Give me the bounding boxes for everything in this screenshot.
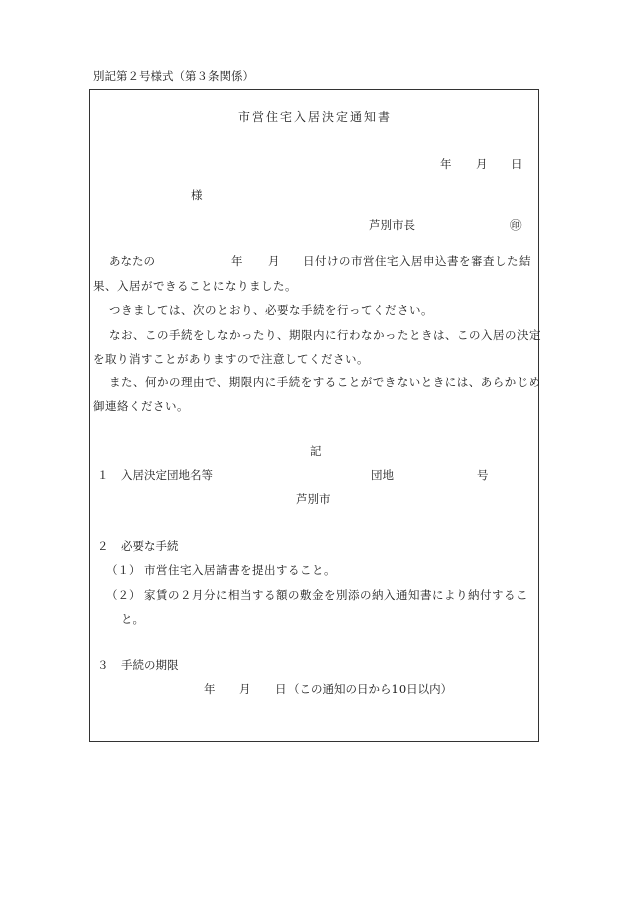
form-label: 別記第２号様式（第３条関係） [93, 69, 254, 83]
body-p1-month: 月 [268, 254, 280, 268]
section2-item2-number: （２） [106, 588, 141, 602]
section1-city: 芦別市 [296, 492, 331, 506]
addressee-suffix: 様 [191, 188, 203, 202]
section1-danchi: 団地 [371, 468, 394, 482]
ki-marker: 記 [310, 444, 322, 458]
body-p1-line2: 果、入居ができることになりました。 [93, 279, 297, 293]
document-title: 市営住宅入居決定通知書 [238, 110, 393, 124]
body-p1-year: 年 [231, 254, 243, 268]
body-p3-line2: を取り消すことがありますので注意してください。 [93, 352, 369, 366]
date-day: 日 [511, 157, 523, 171]
body-p3-line1: なお、この手続をしなかったり、期限内に行わなかったときは、この入居の決定 [109, 328, 541, 342]
body-p1-rest: 日付けの市営住宅入居申込書を審査した結 [303, 254, 531, 268]
section2-number: ２ [97, 539, 109, 553]
date-year: 年 [440, 157, 452, 171]
issuer-seal: ㊞ [510, 218, 522, 232]
section1-gou: 号 [477, 468, 489, 482]
section3-label: 手続の期限 [121, 658, 179, 672]
section2-item1-number: （１） [106, 563, 141, 577]
section3-day: 日 [275, 682, 287, 696]
section3-year: 年 [204, 682, 216, 696]
issuer-name: 芦別市長 [369, 218, 415, 232]
date-month: 月 [476, 157, 488, 171]
section3-note: （この通知の日から10日以内） [288, 682, 453, 696]
section2-item2-line2: と。 [121, 612, 144, 626]
section3-number: ３ [97, 658, 109, 672]
section2-label: 必要な手続 [121, 539, 179, 553]
section2-item1-text: 市営住宅入居請書を提出すること。 [144, 563, 336, 577]
section1-label: 入居決定団地名等 [121, 468, 213, 482]
section1-number: １ [97, 468, 109, 482]
body-p2: つきましては、次のとおり、必要な手続を行ってください。 [109, 303, 433, 317]
notice-frame [89, 89, 539, 742]
body-p1-start: あなたの [109, 254, 155, 268]
body-p4-line1: また、何かの理由で、期限内に手続をすることができないときには、あらかじめ [109, 375, 541, 389]
body-p4-line2: 御連絡ください。 [93, 399, 189, 413]
section3-month: 月 [239, 682, 251, 696]
section2-item2-line1: 家賃の２月分に相当する額の敷金を別添の納入通知書により納付するこ [144, 588, 528, 602]
